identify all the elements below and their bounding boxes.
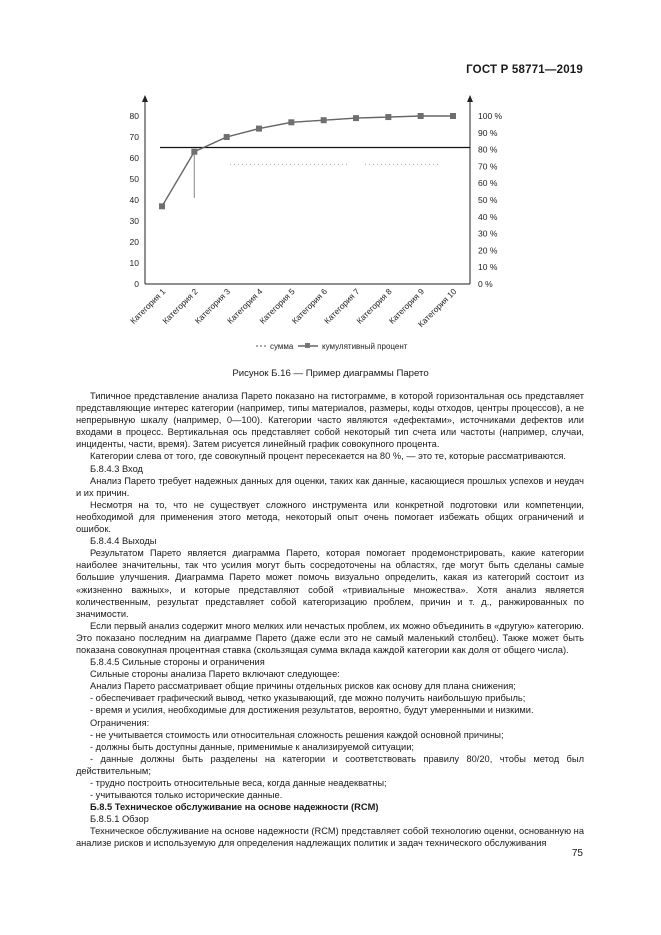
paragraph: Если первый анализ содержит много мелких или нечастых проблем, их можно объединить в «другую» категорию. Это показано последним на диаграмме Парето (даже если это не самый маленький столбец). Также может быть показана совокупная процентная ставка (скользящая сумма вклада каждой категории как доля от общего числа). — [76, 620, 584, 655]
paragraph: Типичное представление анализа Парето показано на гистограмме, в которой горизонтальная ось представляет представляющие интерес категории (например, типы материалов, размеры, коды отходов, центры процессов), а не непрерывную шкалу (например, 0—100). Категории часто являются «дефектами», источниками дефектов или входами в процесс. Вертикальная ось представляет собой некоторый тип счета или частоты (например, случаи, инциденты, части, время). Затем рисуется линейный график совокупного процента. — [76, 391, 584, 450]
data-point-cumulative — [450, 113, 456, 119]
section-heading: Б.8.5 Техническое обслуживание на основе надежности (RCM) — [90, 802, 379, 813]
y-left-tick-label: 0 — [134, 279, 139, 289]
x-tick-label: Категория 1 — [128, 286, 168, 326]
y-right-tick-label: 100 % — [478, 111, 503, 121]
x-tick-label: Категория 5 — [257, 286, 297, 326]
paragraph: Анализ Парето рассматривает общие причины отдельных рисков как основу для плана снижения; — [90, 681, 516, 692]
paragraph: Анализ Парето требует надежных данных для оценки, таких как данные, касающиеся прошлых успехов и неудач и их причин. — [76, 475, 584, 498]
list-item: - обеспечивает графический вывод, четко указывающий, где можно получить наибольшую прибыль; — [90, 693, 526, 704]
data-point-cumulative — [321, 117, 327, 123]
y-left-tick-label: 80 — [129, 111, 139, 121]
y-right-tick-label: 60 % — [478, 178, 498, 189]
section-heading: Б.8.4.5 Сильные стороны и ограничения — [90, 657, 265, 668]
paragraph: Техническое обслуживание на основе надежности (RCM) представляет собой технологию оценки, основанную на анализе рисков и используемую для определения надлежащих политик и задач технического обслуживания — [76, 826, 584, 849]
legend-label-sum: сумма — [270, 342, 294, 351]
section-heading: Б.8.4.4 Выходы — [90, 536, 157, 547]
pareto-chart — [0, 0, 661, 365]
y-left-tick-label: 50 — [129, 174, 139, 184]
y-right-tick-label: 30 % — [478, 228, 498, 239]
page-number: 75 — [571, 848, 583, 859]
y-right-tick-label: 50 % — [478, 195, 498, 205]
list-item: - трудно построить относительные веса, когда данные неадекватны; — [90, 778, 387, 788]
data-point-cumulative — [418, 113, 424, 119]
x-tick-label: Категория 3 — [192, 286, 233, 326]
body-text — [76, 390, 584, 850]
section-heading: Б.8.5.1 Обзор — [90, 814, 149, 825]
series-line-sum — [162, 116, 453, 206]
x-tick-label: Категория 4 — [225, 286, 265, 326]
paragraph: Сильные стороны анализа Парето включают следующее: — [90, 669, 340, 680]
y-left-tick-label: 20 — [129, 237, 139, 247]
x-tick-label: Категория 9 — [386, 286, 427, 326]
x-tick-label: Категория 6 — [289, 286, 330, 326]
y-right-tick-label: 40 % — [478, 211, 498, 222]
document-header: ГОСТ Р 58771—2019 — [466, 64, 583, 76]
x-tick-label: Категория 10 — [415, 286, 459, 330]
paragraph: Несмотря на то, что не существует сложного инструмента или конкретной подготовки или компетенции, необходимой для применения этого метода, некоторый опыт очень помогает избежать общих ограничений и ошибок. — [76, 499, 584, 535]
paragraph: Результатом Парето является диаграмма Парето, которая помогает продемонстрировать, какие категории наиболее значительны, так что усилия могут быть сосредоточены на областях, где могут быть сделаны самые большие улучшения. Диаграмма Парето может помочь визуально определить, какая из категорий состоит из «жизненно важных», и которые представляют собой «тривиальные множества». Хотя анализ является количественным, результат представляет собой категоризацию проблем, причин и т. д., ранжированных по значимости. — [76, 548, 584, 619]
list-item: - не учитывается стоимость или относительная сложность решения каждой основной причины; — [90, 729, 504, 740]
data-point-cumulative — [191, 149, 197, 155]
y-left-tick-label: 30 — [129, 216, 139, 226]
x-tick-label: Категория 2 — [160, 286, 200, 326]
paragraph: Категории слева от того, где совокупный процент пересекается на 80 %, — это те, которые рассматриваются. — [90, 451, 566, 462]
y-right-tick-label: 70 % — [478, 161, 498, 172]
y-left-tick-label: 10 — [129, 258, 139, 268]
data-point-cumulative — [288, 119, 294, 125]
list-item: - должны быть доступны данные, применимые к анализируемой ситуации; — [90, 741, 415, 752]
section-heading: Б.8.4.3 Вход — [90, 463, 143, 474]
data-point-cumulative — [224, 134, 230, 140]
y-left-tick-label: 60 — [129, 153, 139, 163]
legend-label-cum: кумулятивный процент — [322, 342, 408, 351]
legend-marker-cum — [305, 343, 310, 348]
y-right-tick-label: 0 % — [478, 279, 493, 289]
paragraph: Ограничения: — [90, 717, 150, 728]
y-axis-right-arrow — [467, 95, 473, 102]
y-left-tick-label: 40 — [129, 195, 139, 205]
y-right-tick-label: 90 % — [478, 127, 498, 138]
list-item: - время и усилия, необходимые для достижения результатов, вероятно, будут умеренными и низкими. — [90, 705, 534, 716]
data-point-cumulative — [385, 114, 391, 120]
figure-caption: Рисунок Б.16 — Пример диаграммы Парето — [232, 368, 429, 379]
y-left-tick-label: 70 — [129, 132, 139, 142]
data-point-cumulative — [353, 115, 359, 121]
list-item: - учитываются только исторические данные. — [90, 790, 283, 801]
y-right-tick-label: 20 % — [478, 245, 498, 256]
x-tick-label: Категория 7 — [322, 286, 362, 326]
list-item: - данные должны быть разделены на категории и соответствовать правилу 80/20, чтобы метод был действительным; — [76, 753, 584, 776]
y-right-tick-label: 10 % — [478, 262, 498, 273]
series-line-cumulative — [162, 116, 453, 206]
data-point-cumulative — [159, 203, 165, 209]
data-point-cumulative — [256, 126, 262, 132]
y-axis-left-arrow — [142, 95, 148, 102]
x-tick-label: Категория 8 — [354, 286, 394, 326]
y-right-tick-label: 80 % — [478, 144, 498, 155]
